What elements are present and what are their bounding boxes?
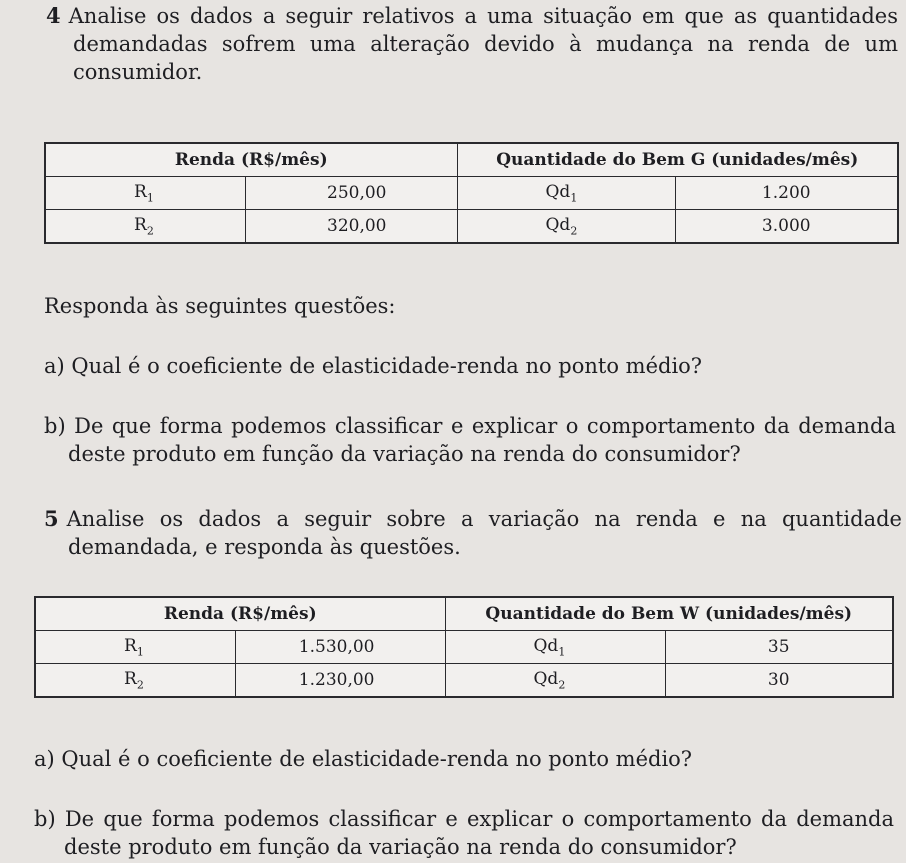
q5-number: 5 — [44, 506, 59, 531]
q4-instruction: Responda às seguintes questões: — [44, 294, 396, 318]
q4-statement — [46, 2, 898, 86]
q4-question-a: a) Qual é o coeficiente de elasticidade-renda no ponto médio? — [44, 354, 703, 378]
income-value: 1.530,00 — [235, 631, 445, 664]
table-row — [35, 631, 893, 664]
q5-header-income: Renda (R$/mês) — [35, 597, 445, 631]
quantity-label: $Qd_2$ — [445, 664, 665, 698]
q4-line-2: demandadas sofrem uma alteração devido à mudança na renda de um — [73, 32, 898, 56]
quantity-label: $Qd_1$ — [457, 177, 675, 210]
quantity-label: $Qd_2$ — [457, 210, 675, 244]
quantity-label: $Qd_1$ — [445, 631, 665, 664]
q4-question-b: b) De que forma podemos classificar e explicar o comportamento da demanda deste produto em função da variação na renda do consumidor? — [44, 414, 896, 466]
income-label: $R_1$ — [45, 177, 245, 210]
q4-table — [44, 142, 899, 244]
q5-line-1: Analise os dados a seguir sobre a variação na renda e na quantidade — [66, 507, 902, 531]
income-label: $R_2$ — [45, 210, 245, 244]
q5-header-quantity: Quantidade do Bem W (unidades/mês) — [445, 597, 893, 631]
income-value: 1.230,00 — [235, 664, 445, 698]
q5-line-2: demandada, e responda às questões. — [68, 535, 461, 559]
income-label: $R_2$ — [35, 664, 235, 698]
q4-line-1: Analise os dados a seguir relativos a uma situação em que as quantidades — [68, 4, 898, 28]
income-value: 320,00 — [245, 210, 457, 244]
table-row — [35, 664, 893, 698]
q4-header-income: Renda (R$/mês) — [45, 143, 457, 177]
income-label: $R_1$ — [35, 631, 235, 664]
q5-statement — [44, 505, 902, 561]
q5-question-a: a) Qual é o coeficiente de elasticidade-renda no ponto médio? — [34, 747, 693, 771]
income-value: 250,00 — [245, 177, 457, 210]
q5-table — [34, 596, 894, 698]
q4-header-quantity: Quantidade do Bem G (unidades/mês) — [457, 143, 898, 177]
quantity-value: 1.200 — [675, 177, 898, 210]
q4-number: 4 — [46, 3, 61, 28]
q4-line-3: consumidor. — [73, 60, 203, 84]
quantity-value: 3.000 — [675, 210, 898, 244]
table-row — [45, 177, 898, 210]
table-row — [45, 210, 898, 244]
quantity-value: 35 — [665, 631, 893, 664]
quantity-value: 30 — [665, 664, 893, 698]
q5-question-b: b) De que forma podemos classificar e explicar o comportamento da demanda deste produto em função da variação na renda do consumidor? — [34, 807, 894, 859]
